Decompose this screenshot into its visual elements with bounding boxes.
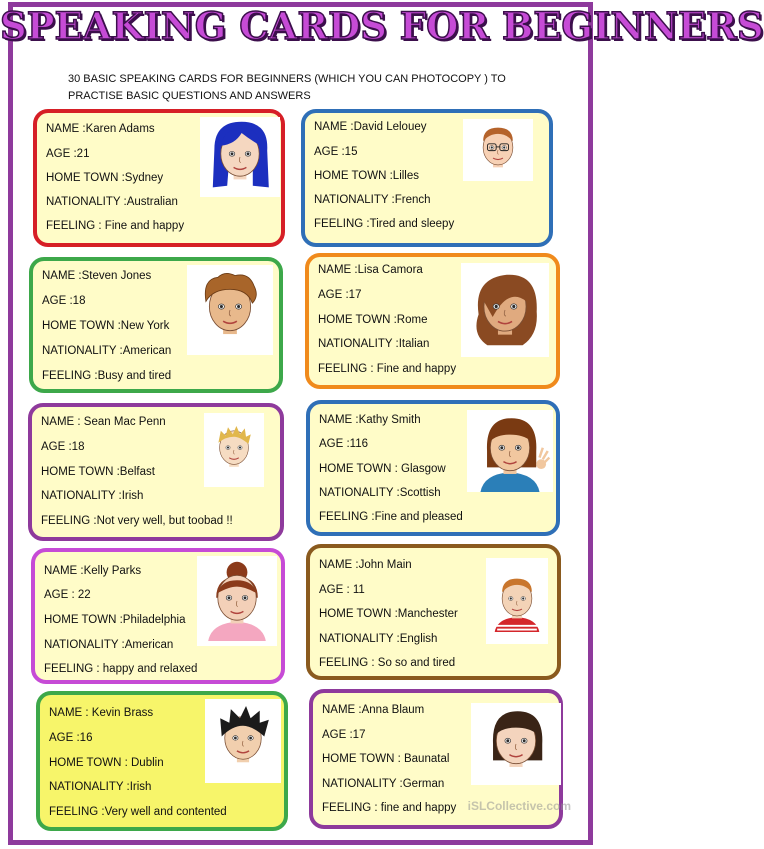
card-age-line: AGE :16 [49,732,93,744]
card-name-line: NAME :Kelly Parks [44,565,142,577]
card-name-line: NAME : Kevin Brass [49,707,154,719]
bob-hair-girl-icon [471,703,561,785]
speaking-card [31,548,285,684]
page-title: SPEAKING CARDS FOR BEGINNERS [0,4,764,48]
card-name-line: NAME :David Lelouey [314,121,427,133]
card-nationality-line: NATIONALITY :French [314,194,431,206]
card-age-line: AGE :21 [46,148,90,160]
card-age-line: AGE :18 [41,441,85,453]
blond-boy-icon [204,413,264,487]
card-hometown-line: HOME TOWN :Philadelphia [44,614,186,626]
card-nationality-line: NATIONALITY :Irish [49,781,152,793]
card-feeling-line: FEELING : fine and happy [322,802,457,814]
card-age-line: AGE : 11 [319,584,365,596]
card-hometown-line: HOME TOWN :Sydney [46,172,164,184]
card-nationality-line: NATIONALITY :English [319,633,438,645]
card-age-line: AGE : 22 [44,589,91,601]
card-feeling-line: FEELING : Fine and happy [318,363,457,375]
card-nationality-line: NATIONALITY :Italian [318,338,430,350]
card-name-line: NAME :Lisa Camora [318,264,423,276]
bun-hair-woman-icon [197,556,277,646]
card-name-line: NAME :Anna Blaum [322,704,425,716]
blue-hair-girl-icon [200,117,280,197]
card-age-line: AGE :15 [314,146,358,158]
card-age-line: AGE :17 [322,729,366,741]
card-feeling-line: FEELING : happy and relaxed [44,663,198,675]
card-name-line: NAME :Karen Adams [46,123,155,135]
speaking-card [28,403,284,541]
card-hometown-line: HOME TOWN :Lilles [314,170,420,182]
card-nationality-line: NATIONALITY :American [42,345,172,357]
card-age-line: AGE :116 [319,438,369,450]
card-feeling-line: FEELING :Fine and pleased [319,511,463,523]
card-hometown-line: HOME TOWN : Dublin [49,757,164,769]
striped-shirt-boy-icon [486,558,548,644]
card-feeling-line: FEELING :Not very well, but toobad !! [41,515,233,527]
spiky-hair-boy-icon [205,699,281,783]
card-nationality-line: NATIONALITY :Scottish [319,487,441,499]
speaking-card [29,257,283,393]
brown-hair-girl-icon [461,263,549,357]
speaking-card [306,544,561,680]
card-age-line: AGE :18 [42,295,86,307]
card-hometown-line: HOME TOWN :Rome [318,314,428,326]
waving-girl-icon [467,410,553,492]
card-nationality-line: NATIONALITY :American [44,639,174,651]
card-nationality-line: NATIONALITY :German [322,778,445,790]
curly-hair-man-icon [187,265,273,355]
speaking-card [36,691,288,831]
intro-text: 30 BASIC SPEAKING CARDS FOR BEGINNERS (WHICH YOU CAN PHOTOCOPY ) TO PRACTISE BASIC QUESTIONS AND ANSWERS [68,73,506,102]
card-name-line: NAME : Sean Mac Penn [41,416,166,428]
card-feeling-line: FEELING :Tired and sleepy [314,218,455,230]
watermark: iSLCollective.com [467,799,571,813]
glasses-man-icon [463,119,533,181]
card-name-line: NAME :Kathy Smith [319,414,421,426]
card-hometown-line: HOME TOWN : Glasgow [319,463,446,475]
card-hometown-line: HOME TOWN :Belfast [41,466,155,478]
card-hometown-line: HOME TOWN :Manchester [319,608,458,620]
speaking-card [305,253,560,389]
card-name-line: NAME :John Main [319,559,412,571]
card-age-line: AGE :17 [318,289,362,301]
card-feeling-line: FEELING :Very well and contented [49,806,227,818]
card-hometown-line: HOME TOWN :New York [42,320,170,332]
speaking-card [306,400,560,536]
speaking-card [33,109,285,247]
card-hometown-line: HOME TOWN : Baunatal [322,753,450,765]
card-name-line: NAME :Steven Jones [42,270,152,282]
card-feeling-line: FEELING :Busy and tired [42,370,172,382]
card-nationality-line: NATIONALITY :Irish [41,490,144,502]
card-feeling-line: FEELING : So so and tired [319,657,456,669]
speaking-card [301,109,553,247]
card-feeling-line: FEELING : Fine and happy [46,220,185,232]
card-nationality-line: NATIONALITY :Australian [46,196,178,208]
